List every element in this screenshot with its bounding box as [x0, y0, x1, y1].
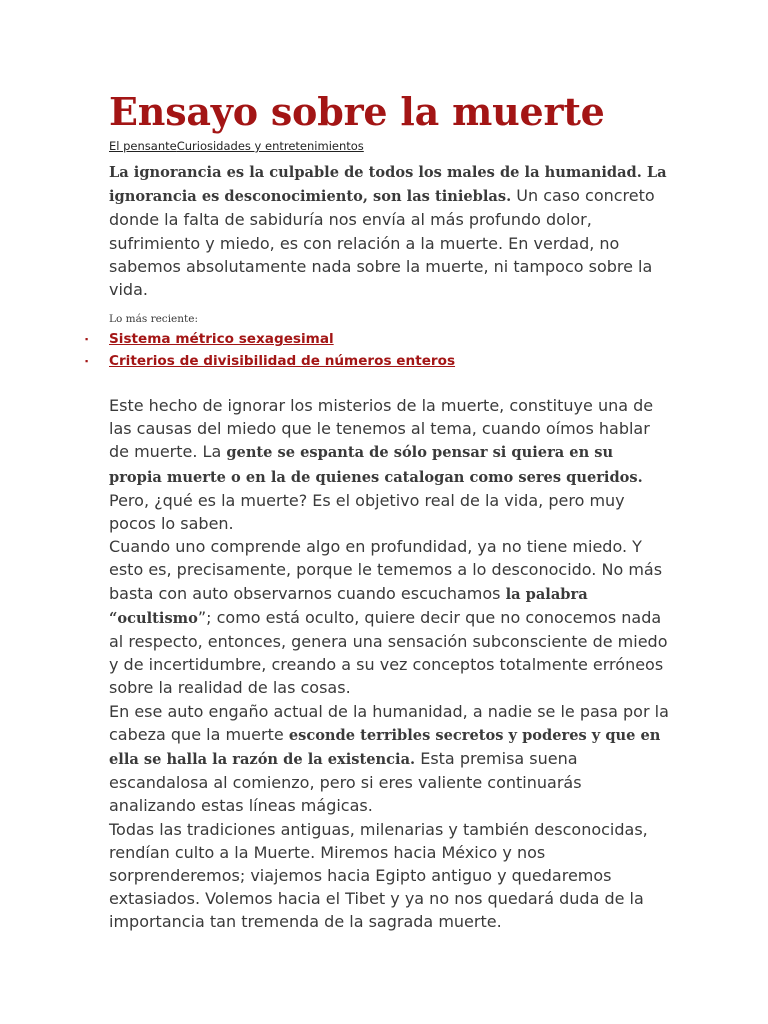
body-bold-text: gente se espanta de sólo pensar si quiera en su propia muerte o en la de quienes catalogan como seres queridos. — [109, 444, 643, 486]
square-bullet-icon: ▪ — [85, 334, 89, 344]
body-text: ”; como está oculto, quiere decir que no conocemos nada al respecto, entonces, genera una sensación subconsciente de miedo y de incertidumbre, creando a su vez conceptos totalmente erróneos sobre la realidad de las cosas. — [109, 607, 668, 698]
intro-bold-text: La ignorancia es la culpable de todos los males de la humanidad. La ignorancia es desconocimiento, son las tinieblas. — [109, 164, 667, 206]
body-bold-text: la palabra “ocultismo — [109, 585, 588, 627]
recent-link-divisibilidad[interactable]: Criterios de divisibilidad de números enteros — [109, 353, 456, 369]
author-link[interactable]: El pensante — [109, 139, 177, 153]
breadcrumb[interactable] — [109, 138, 364, 154]
body-bold-text: esconde terribles secretos y poderes y que en ella se halla la razón de la existencia. — [109, 726, 661, 769]
body-text: En ese auto engaño actual de la humanidad, a nadie se le pasa por la cabeza que la muerte — [109, 701, 669, 744]
intro-paragraph — [109, 160, 669, 301]
intro-text: Un caso concreto donde la falta de sabiduría nos envía al más profundo dolor, sufrimiento y miedo, es con relación a la muerte. En verdad, no sabemos absolutamente nada sobre la muerte, ni tampoco sobre la vida. — [109, 186, 655, 300]
recent-list — [85, 328, 455, 372]
body-paragraph — [109, 394, 669, 535]
list-item — [85, 350, 455, 372]
body-paragraph — [109, 700, 669, 818]
category-link[interactable]: Curiosidades y entretenimientos — [176, 139, 364, 153]
recent-label: Lo más reciente: — [109, 313, 198, 325]
body-text: Esta premisa suena escandalosa al comienzo, pero si eres valiente continuarás analizando estas líneas mágicas. — [109, 749, 582, 816]
body-text: Pero, ¿qué es la muerte? Es el objetivo real de la vida, pero muy pocos lo saben. — [109, 490, 625, 534]
body-paragraph: Todas las tradiciones antiguas, milenarias y también desconocidas, rendían culto a la Muerte. Miremos hacia México y nos sorprenderemos; viajemos hacia Egipto antiguo y quedaremos extasiados. Volemos hacia el Tibet y ya no nos quedará duda de la importancia tan tremenda de la sagrada muerte. — [109, 819, 648, 932]
body-paragraph — [109, 535, 669, 699]
body-text: Cuando uno comprende algo en profundidad, ya no tiene miedo. Y esto es, precisamente, porque le tememos a lo desconocido. No más basta con auto observarnos cuando escuchamos — [109, 537, 663, 603]
square-bullet-icon: ▪ — [85, 356, 89, 366]
recent-link-sexagesimal[interactable]: Sistema métrico sexagesimal — [109, 331, 334, 347]
page-title: Ensayo sobre la muerte — [109, 89, 605, 134]
body-text: Este hecho de ignorar los misterios de la muerte, constituye una de las causas del miedo que le tenemos al tema, cuando oímos hablar de muerte. La — [109, 396, 654, 462]
list-item — [85, 328, 455, 350]
article-body — [109, 394, 669, 934]
